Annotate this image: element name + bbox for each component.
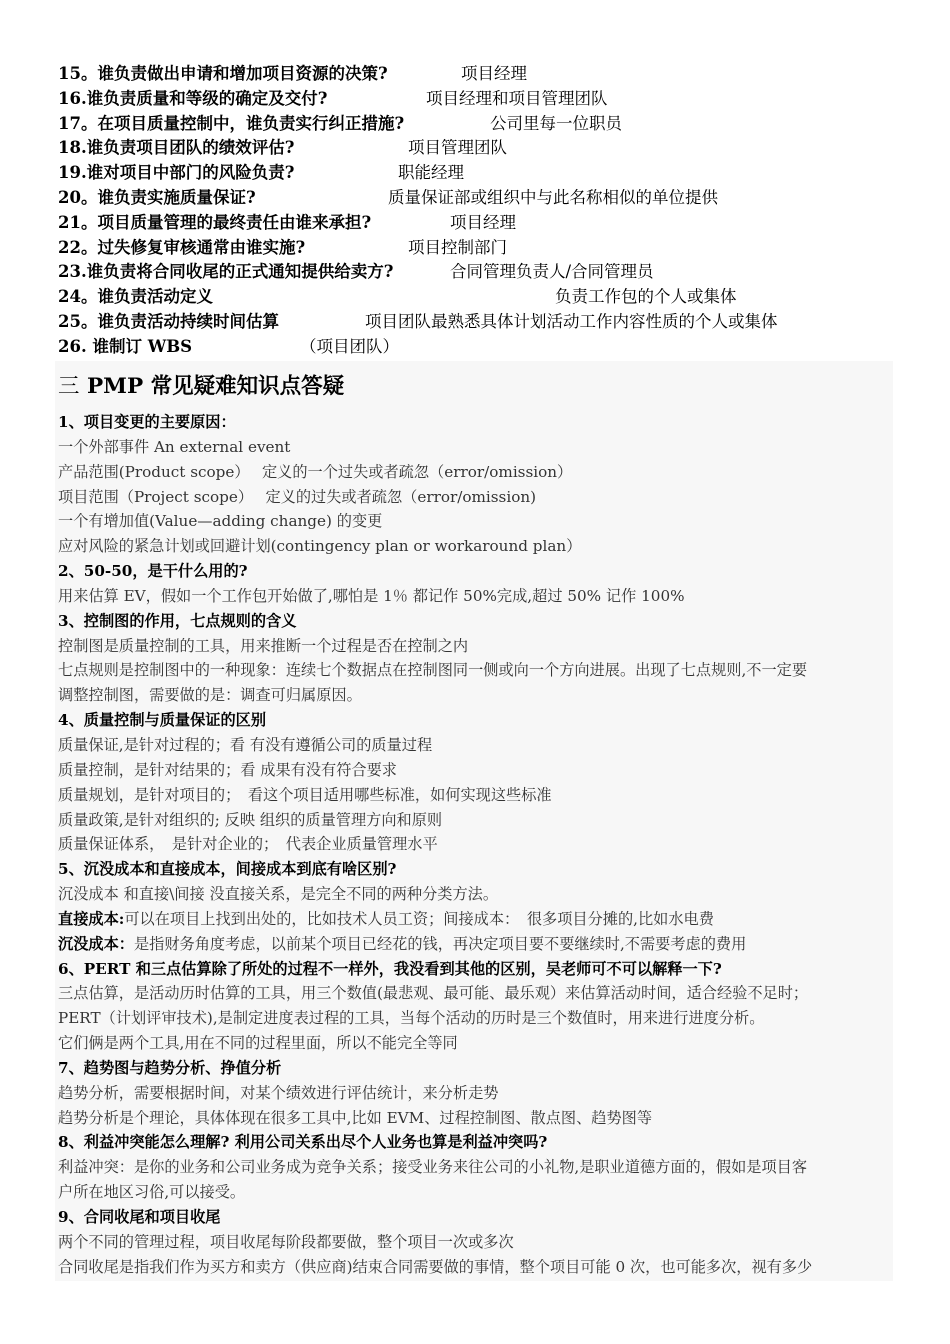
section-title-text: PMP 常见疑难知识点答疑	[79, 374, 345, 399]
qa-row	[58, 236, 918, 261]
faq-answer-line: 应对风险的紧急计划或回避计划(contingency plan or workaround plan）	[58, 537, 582, 556]
faq-question-heading: 7、趋势图与趋势分析、挣值分析	[58, 1058, 282, 1077]
answer-text: 项目经理	[450, 212, 516, 232]
term-definition: 是指财务角度考虑，以前某个项目已经花的钱，再决定项目要不要继续时,不需要考虑的费用	[133, 934, 747, 953]
faq-answer-line: 趋势分析，需要根据时间，对某个绩效进行评估统计，来分析走势	[58, 1083, 499, 1102]
faq-answer-line: 两个不同的管理过程，项目收尾每阶段都要做，整个项目一次或多次	[58, 1232, 514, 1251]
faq-answer-line: 质量保证,是针对过程的；看 有没有遵循公司的质量过程	[58, 735, 433, 754]
answer-text: 项目团队最熟悉具体计划活动工作内容性质的个人或集体	[365, 311, 778, 331]
faq-answer-line: 项目范围（Project scope） 定义的过失或者疏忽（error/omission)	[58, 487, 537, 506]
qa-row	[58, 112, 918, 137]
section-number: 三	[58, 374, 80, 399]
faq-question-heading: 4、质量控制与质量保证的区别	[58, 711, 267, 730]
faq-answer-line	[58, 932, 888, 957]
term-definition: 可以在项目上找到出处的，比如技术人员工资；间接成本： 很多项目分摊的,比如水电费	[124, 909, 714, 928]
question-text: 25。谁负责活动持续时间估算	[58, 311, 279, 331]
qa-row	[58, 161, 918, 186]
question-text: 20。谁负责实施质量保证?	[58, 187, 256, 207]
answer-text: 职能经理	[398, 163, 464, 183]
question-text: 21。项目质量管理的最终责任由谁来承担?	[58, 212, 372, 232]
question-text: 17。在项目质量控制中，谁负责实行纠正措施?	[58, 113, 405, 133]
qa-row	[58, 335, 918, 360]
faq-answer-line: 利益冲突：是你的业务和公司业务成为竞争关系；接受业务来往公司的小礼物,是职业道德方面的，假如是项目客	[58, 1158, 808, 1177]
faq-answer-line: 沉没成本 和直接\间接 没直接关系，是完全不同的两种分类方法。	[58, 885, 499, 904]
faq-answer-line: 七点规则是控制图中的一种现象：连续七个数据点在控制图同一侧或向一个方向进展。出现了七点规则,不一定要	[58, 661, 808, 680]
faq-answer-line: 趋势分析是个理论，具体体现在很多工具中,比如 EVM、过程控制图、散点图、趋势图等	[58, 1108, 653, 1127]
qa-row	[58, 136, 918, 161]
answer-text: 项目经理	[461, 64, 527, 83]
faq-question-heading: 1、项目变更的主要原因：	[58, 413, 236, 431]
faq-answer-line: 控制图是质量控制的工具，用来推断一个过程是否在控制之内	[58, 636, 469, 655]
qa-row	[58, 62, 918, 87]
faq-question-heading: 8、利益冲突能怎么理解? 利用公司关系出尽个人业务也算是利益冲突吗?	[58, 1133, 548, 1152]
question-text: 15。谁负责做出申请和增加项目资源的决策?	[58, 64, 388, 83]
question-text: 22。过失修复审核通常由谁实施?	[58, 237, 306, 257]
question-text: 26. 谁制订 WBS	[58, 336, 193, 356]
answer-text: 质量保证部或组织中与此名称相似的单位提供	[388, 187, 718, 207]
qa-row	[58, 211, 918, 236]
answer-text: 项目控制部门	[408, 237, 507, 257]
faq-question-heading: 2、50-50，是干什么用的?	[58, 562, 248, 581]
answer-text: （项目团队）	[300, 336, 399, 356]
answer-text: 项目管理团队	[408, 138, 507, 158]
faq-answer-line: 质量保证体系， 是针对企业的； 代表企业质量管理水平	[58, 835, 438, 854]
faq-answer-line: 产品范围(Product scope） 定义的一个过失或者疏忽（error/omission）	[58, 462, 573, 481]
qa-row	[58, 87, 918, 112]
qa-row	[58, 310, 918, 335]
faq-answer-line: 质量政策,是针对组织的; 反映 组织的质量管理方向和原则	[58, 810, 443, 829]
faq-answer-line: 它们俩是两个工具,用在不同的过程里面，所以不能完全等同	[58, 1034, 458, 1053]
faq-answer-line: 用来估算 EV，假如一个工作包开始做了,哪怕是 1％ 都记作 50%完成,超过 50% 记作 100%	[58, 586, 685, 605]
answer-text: 合同管理负责人/合同管理员	[450, 262, 654, 282]
faq-answer-line	[58, 907, 888, 932]
faq-answer-line: 合同收尾是指我们作为买方和卖方（供应商)结束合同需要做的事情，整个项目可能 0 次，也可能多次，视有多少	[58, 1257, 813, 1276]
faq-answer-line: PERT（计划评审技术),是制定进度表过程的工具，当每个活动的历时是三个数值时，用来进行进度分析。	[58, 1009, 765, 1028]
qa-row	[58, 260, 918, 285]
faq-answer-line: 户所在地区习俗,可以接受。	[58, 1183, 246, 1202]
faq-answer-line: 一个有增加值(Value—adding change) 的变更	[58, 512, 383, 531]
faq-answer-line: 质量控制，是针对结果的；看 成果有没有符合要求	[58, 760, 397, 779]
answer-text: 负责工作包的个人或集体	[555, 287, 737, 307]
section-title	[58, 369, 344, 400]
term-label: 直接成本:	[58, 909, 125, 928]
question-text: 18.谁负责项目团队的绩效评估?	[58, 138, 295, 158]
faq-question-heading: 6、PERT 和三点估算除了所处的过程不一样外，我没看到其他的区别，吴老师可不可以解释一下?	[58, 959, 722, 978]
qa-row	[58, 285, 918, 310]
question-text: 24。谁负责活动定义	[58, 287, 213, 307]
question-text: 23.谁负责将合同收尾的正式通知提供给卖方?	[58, 262, 394, 282]
question-text: 16.谁负责质量和等级的确定及交付?	[58, 88, 328, 108]
answer-text: 项目经理和项目管理团队	[426, 88, 608, 108]
question-text: 19.谁对项目中部门的风险负责?	[58, 163, 295, 183]
faq-question-heading: 9、合同收尾和项目收尾	[58, 1208, 221, 1226]
faq-answer-line: 质量规划，是针对项目的； 看这个项目适用哪些标准，如何实现这些标准	[58, 785, 552, 804]
term-label: 沉没成本：	[58, 934, 134, 953]
faq-body	[58, 410, 888, 1280]
faq-answer-line: 三点估算，是活动历时估算的工具，用三个数值(最悲观、最可能、最乐观）来估算活动时间，适合经验不足时；	[58, 984, 809, 1003]
responsibility-qa-list	[58, 62, 918, 360]
answer-text: 公司里每一位职员	[490, 113, 622, 133]
faq-question-heading: 5、沉没成本和直接成本，间接成本到底有啥区别?	[58, 860, 397, 879]
faq-answer-line: 一个外部事件 An external event	[58, 437, 291, 456]
faq-answer-line: 调整控制图，需要做的是：调查可归属原因。	[58, 686, 362, 705]
qa-row	[58, 186, 918, 211]
faq-question-heading: 3、控制图的作用，七点规则的含义	[58, 611, 297, 630]
